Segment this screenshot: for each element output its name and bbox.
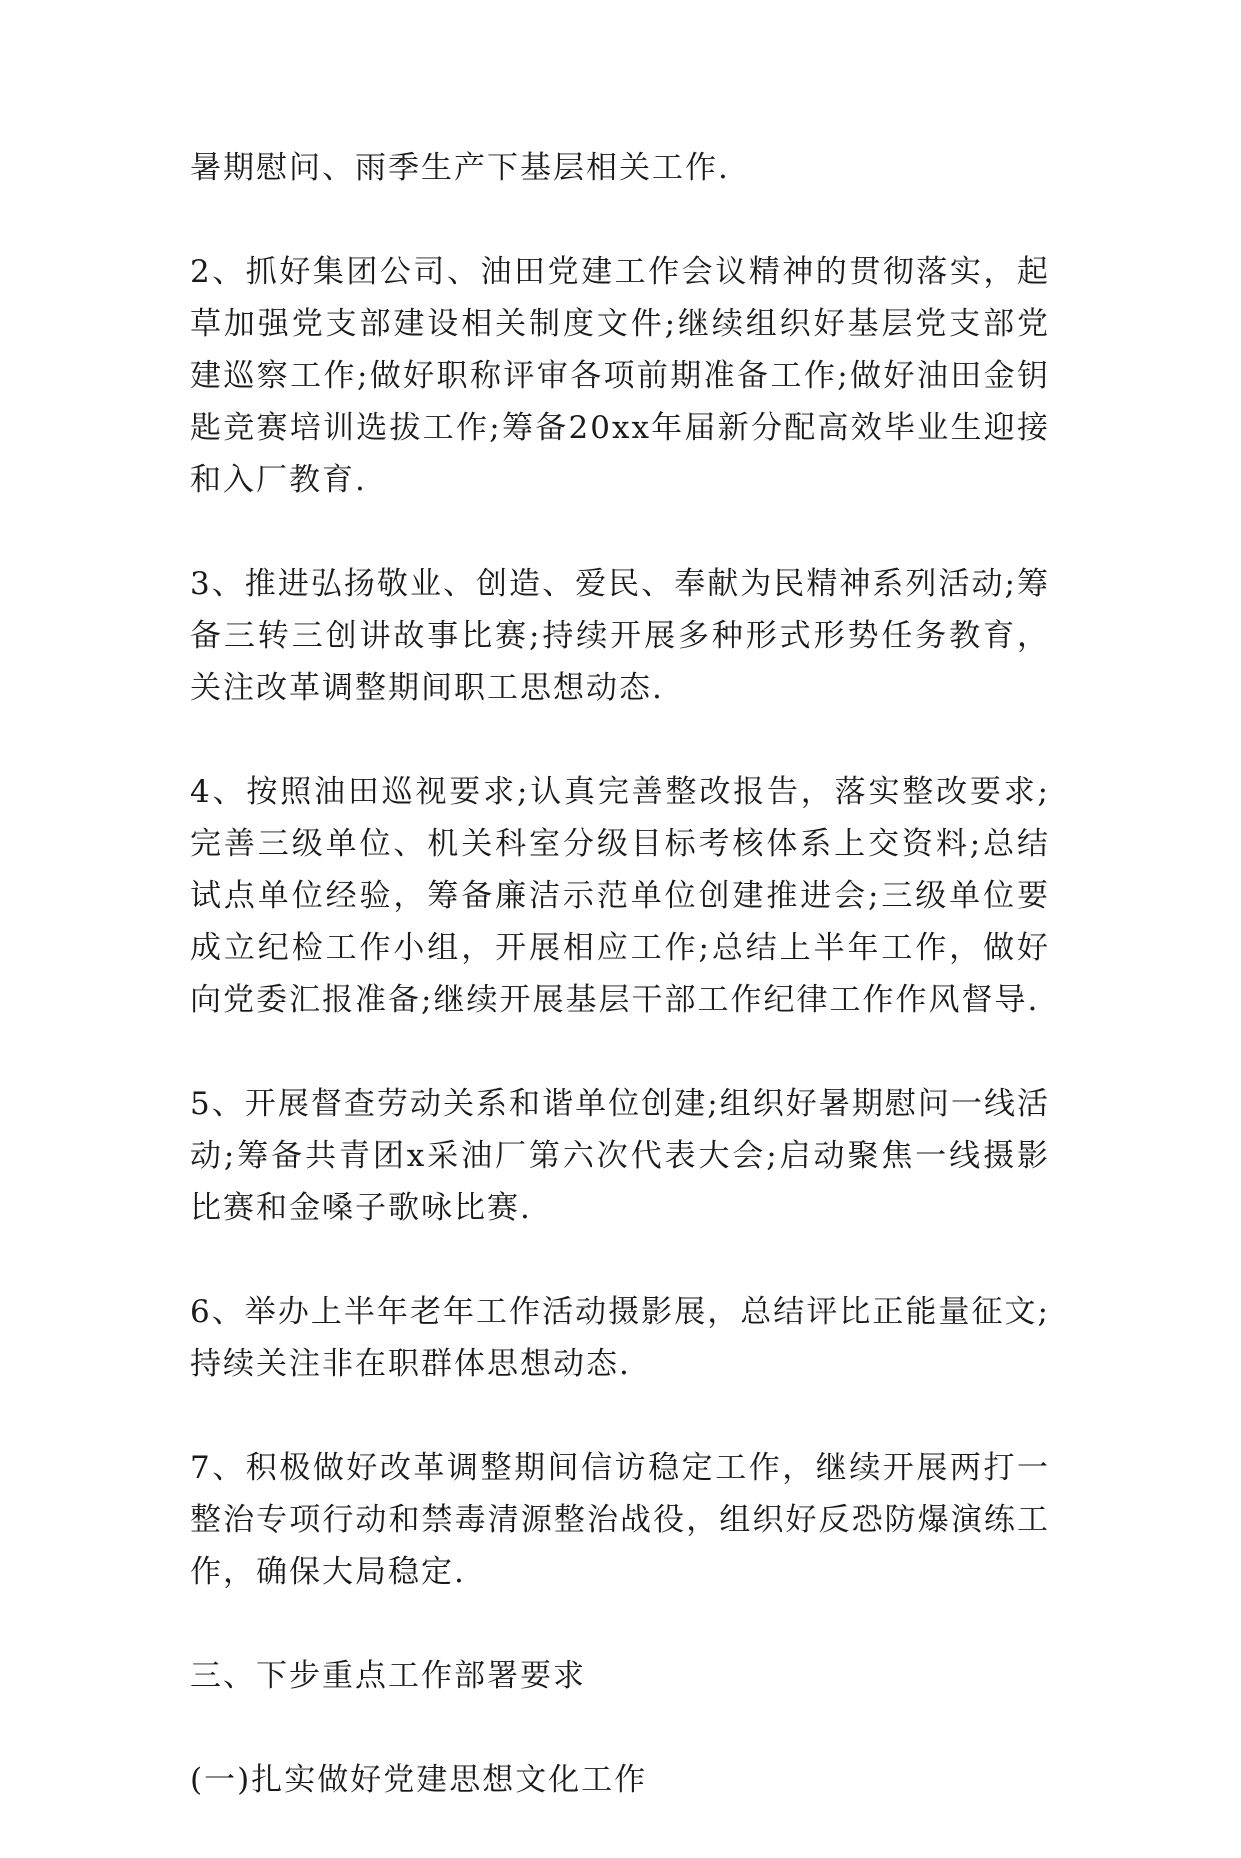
paragraph-item-6: 6、举办上半年老年工作活动摄影展，总结评比正能量征文;持续关注非在职群体思想动态. [190,1294,1050,1382]
document-body [190,142,1050,1858]
paragraph-item-3: 3、推进弘扬敬业、创造、爱民、奉献为民精神系列活动;筹备三转三创讲故事比赛;持续开展多种形式形势任务教育，关注改革调整期间职工思想动态. [190,566,1050,706]
paragraph-item-5: 5、开展督查劳动关系和谐单位创建;组织好暑期慰问一线活动;筹备共青团x采油厂第六次代表大会;启动聚焦一线摄影比赛和金嗓子歌咏比赛. [190,1086,1050,1226]
paragraph-item-2: 2、抓好集团公司、油田党建工作会议精神的贯彻落实，起草加强党支部建设相关制度文件;继续组织好基层党支部党建巡察工作;做好职称评审各项前期准备工作;做好油田金钥匙竞赛培训选拔工作;筹备20xx年届新分配高效毕业生迎接和入厂教育. [190,254,1050,498]
subsection-heading: (一)扎实做好党建思想文化工作 [190,1762,648,1798]
paragraph-item-7: 7、积极做好改革调整期间信访稳定工作，继续开展两打一整治专项行动和禁毒清源整治战役，组织好反恐防爆演练工作，确保大局稳定. [190,1450,1050,1590]
paragraph-item-4: 4、按照油田巡视要求;认真完善整改报告，落实整改要求;完善三级单位、机关科室分级目标考核体系上交资料;总结试点单位经验，筹备廉洁示范单位创建推进会;三级单位要成立纪检工作小组，开展相应工作;总结上半年工作，做好向党委汇报准备;继续开展基层干部工作纪律工作作风督导. [190,774,1050,1018]
section-heading: 三、下步重点工作部署要求 [190,1658,586,1694]
paragraph-continuation: 暑期慰问、雨季生产下基层相关工作. [190,150,730,186]
